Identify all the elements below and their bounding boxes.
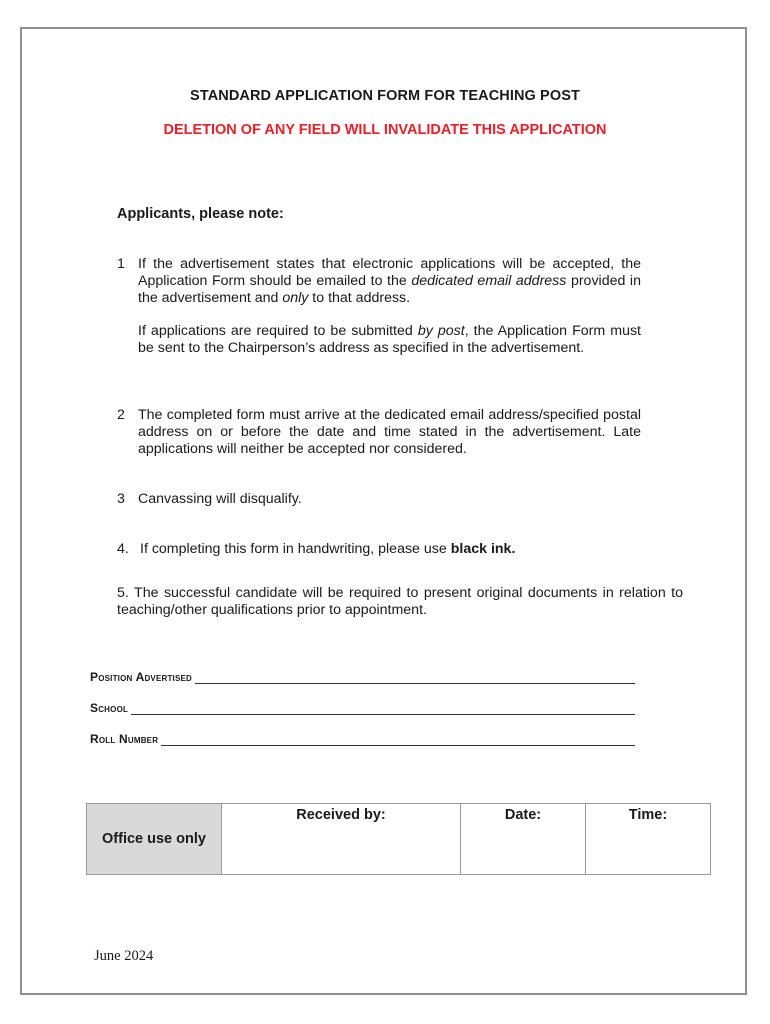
office-use-table <box>86 803 711 875</box>
notes-heading: Applicants, please note: <box>117 206 284 222</box>
note-number: 2 <box>117 407 125 423</box>
position-advertised-label: Position Advertised <box>90 670 193 684</box>
position-advertised-field[interactable] <box>90 670 635 684</box>
note-paragraph: If completing this form in handwriting, please use black ink. <box>140 541 516 557</box>
roll-number-label: Roll Number <box>90 732 159 746</box>
time-cell[interactable]: Time: <box>586 804 711 875</box>
form-title: STANDARD APPLICATION FORM FOR TEACHING POST <box>190 88 580 104</box>
school-field[interactable] <box>90 701 635 715</box>
note-item-4 <box>117 541 641 558</box>
office-use-label: Office use only <box>87 804 222 875</box>
note-number: 4. <box>117 541 129 557</box>
position-advertised-line[interactable] <box>195 672 635 684</box>
school-label: School <box>90 701 129 715</box>
note-item-2 <box>117 407 641 458</box>
note-paragraph: Canvassing will disqualify. <box>138 491 302 507</box>
note-item-5 <box>117 585 683 619</box>
note-paragraph: If applications are required to be submitted by post, the Application Form must be sent to the Chairperson’s address as specified in the advertisement. <box>138 323 642 356</box>
note-item-1 <box>117 256 641 357</box>
note-number: 1 <box>117 256 125 272</box>
footer-date: June 2024 <box>94 948 154 964</box>
deletion-warning: DELETION OF ANY FIELD WILL INVALIDATE THIS APPLICATION <box>163 122 607 138</box>
note-number: 3 <box>117 491 125 507</box>
note-paragraph: If the advertisement states that electronic applications will be accepted, the Application Form should be emailed to the dedicated email address provided in the advertisement and only to that address. <box>138 256 641 306</box>
note-paragraph: The completed form must arrive at the dedicated email address/specified postal address on or before the date and time stated in the advertisement. Late applications will neither be accepted nor considered. <box>138 407 641 457</box>
note-item-3 <box>117 491 641 508</box>
roll-number-line[interactable] <box>161 734 635 746</box>
note-paragraph: 5. The successful candidate will be required to present original documents in relation to teaching/other qualifications prior to appointment. <box>117 585 683 618</box>
received-by-cell[interactable]: Received by: <box>222 804 461 875</box>
date-cell[interactable]: Date: <box>461 804 586 875</box>
roll-number-field[interactable] <box>90 732 635 746</box>
school-line[interactable] <box>131 703 635 715</box>
